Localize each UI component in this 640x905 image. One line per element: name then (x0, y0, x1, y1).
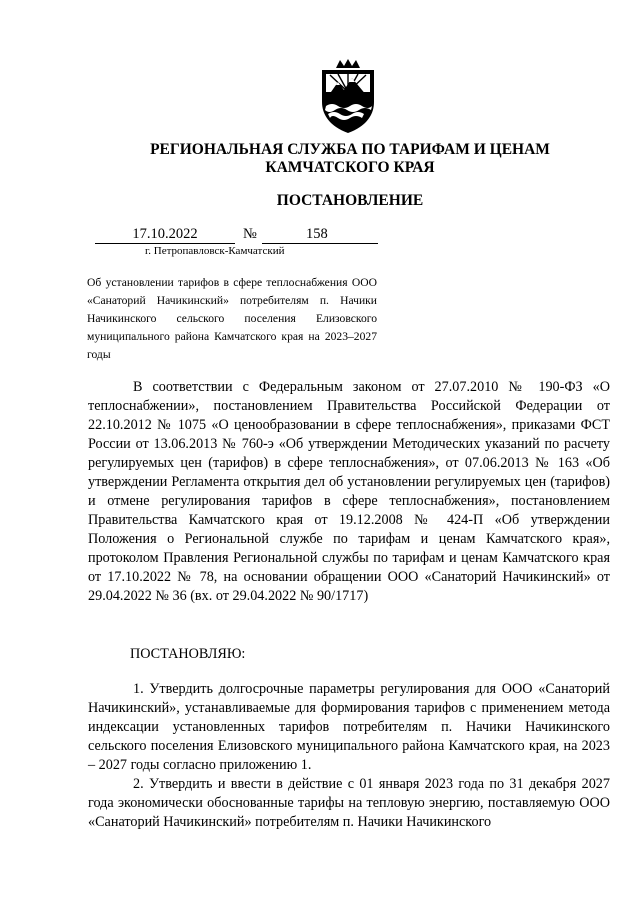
document-date: 17.10.2022 (95, 225, 235, 244)
document-number: 158 (262, 225, 378, 244)
org-name-line-2: КАМЧАТСКОГО КРАЯ (265, 159, 435, 176)
kamchatka-coat-of-arms-icon (316, 58, 380, 134)
document-subject: Об установлении тарифов в сфере теплоснабжения ООО «Санаторий Начикинский» потребителям п. Начики Начикинского сельского поселения Елизовского муниципального района Камчатского края на 2023–2027 годы (87, 276, 377, 361)
preamble-paragraph: В соответствии с Федеральным законом от 27.07.2010 № 190-ФЗ «О теплоснабжении», постановлением Правительства Российской Федерации от 22.10.2012 № 1075 «О ценообразовании в сфере теплоснабжения», приказами ФСТ России от 13.06.2013 № 760-э «Об утверждении Методических указаний по расчету регулируемых цен (тарифов) в сфере теплоснабжения», от 07.06.2013 № 163 «Об утверждении Регламента открытия дел об установлении регулируемых цен (тарифов) и отмене регулирования тарифов в сфере теплоснабжения», постановлением Правительства Камчатского края от 19.12.2008 № 424-П «Об утверждении Положения о Региональной службе по тарифам и ценам Камчатского края», протоколом Правления Региональной службы по тарифам и ценам Камчатского края от 17.10.2022 № 78, на основании обращении ООО «Санаторий Начикинский» от 29.04.2022 № 36 (вх. от 29.04.2022 № 90/1717) (88, 379, 610, 604)
org-name-line-1: РЕГИОНАЛЬНАЯ СЛУЖБА ПО ТАРИФАМ И ЦЕНАМ (150, 141, 550, 158)
item-2-paragraph: 2. Утвердить и ввести в действие с 01 января 2023 года по 31 декабря 2027 года экономически обоснованные тарифы на тепловую энергию, поставляемую ООО «Санаторий Начикинский» потребителям п. Начики Начикинского (88, 776, 610, 830)
city-name: г. Петропавловск-Камчатский (145, 245, 285, 257)
number-label: № (243, 226, 257, 242)
decree-word: ПОСТАНОВЛЯЮ: (130, 646, 246, 662)
document-type-title: ПОСТАНОВЛЕНИЕ (276, 192, 424, 209)
item-1-paragraph: 1. Утвердить долгосрочные параметры регулирования для ООО «Санаторий Начикинский», устанавливаемые для формирования тарифов с применением метода индексации установленных тарифов потребителям п. Начики Начикинского сельского поселения Елизовского муниципального района Камчатского края, на 2023 – 2027 годы согласно приложению 1. (88, 681, 610, 773)
